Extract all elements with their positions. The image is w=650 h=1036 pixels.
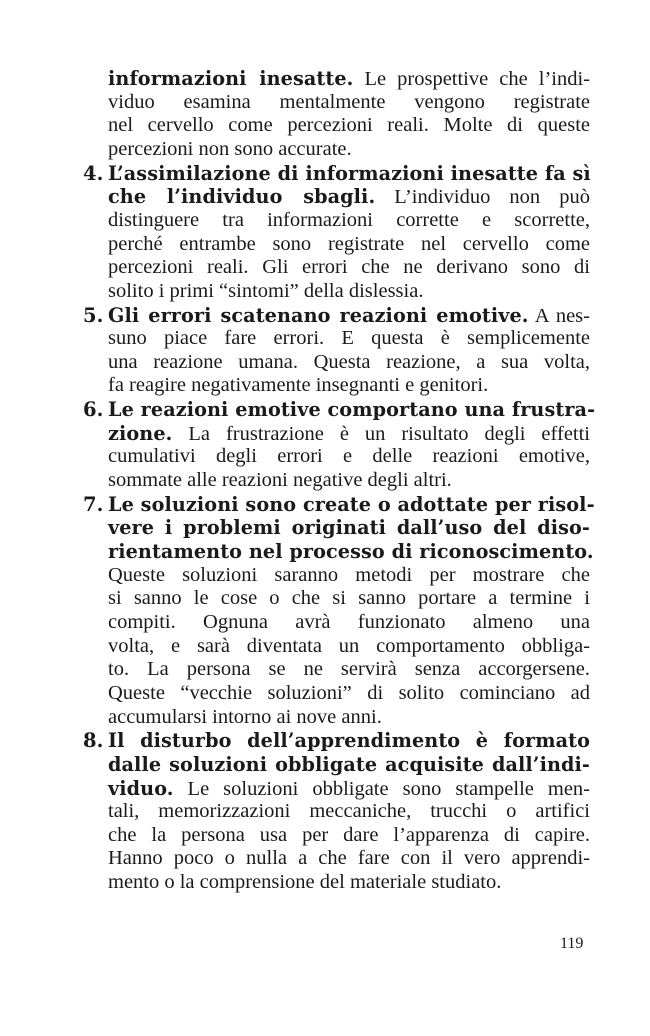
body-text: Queste “vecchie soluzioni” di solito cominciano ad [108, 681, 590, 704]
body-text: to. La persona se ne servirà senza accorgersene. [108, 658, 590, 681]
text-line [108, 492, 595, 517]
text-line [108, 611, 590, 635]
body-text: viduo esamina mentalmente vengono registrate [108, 90, 590, 113]
body-text: sommate alle reazioni negative degli altri. [108, 469, 452, 492]
body-text: suno piace fare errori. E questa è semplicemente [108, 327, 590, 350]
text-line [108, 824, 590, 848]
body-text: si sanno le cose o che si sanno portare a termine i [108, 587, 590, 610]
text-line [108, 91, 590, 115]
text-line [108, 564, 590, 588]
text-line [108, 540, 594, 564]
text-line [108, 800, 590, 824]
body-text: cumulativi degli errori e delle reazioni emotive, [108, 445, 590, 468]
bold-heading-text: Le reazioni emotive comportano una frustra- [108, 398, 596, 422]
text-line [108, 67, 590, 91]
bold-heading-text: L’assimilazione di informazioni inesatte fa sì [108, 161, 591, 185]
body-text: Le soluzioni obbligate sono stampelle men- [173, 777, 590, 800]
text-line [108, 233, 590, 257]
body-text: accumularsi intorno ai nove anni. [108, 705, 382, 728]
text-line [108, 138, 590, 162]
body-text: L’individuo non può [375, 186, 590, 209]
text-line [108, 516, 590, 540]
bold-heading-text: zione. [108, 421, 173, 445]
list-item-number: 6. [83, 398, 104, 422]
text-line [108, 658, 590, 682]
body-text: che la persona usa per dare l’apparenza di capire. [108, 823, 590, 846]
list-item-number: 7. [83, 492, 104, 516]
text-line [108, 753, 590, 777]
bold-heading-text: rientamento nel processo di riconoscimento. [108, 540, 594, 563]
page-number: 119 [560, 935, 584, 952]
text-line [108, 398, 596, 422]
text-line [108, 777, 590, 801]
text-line [108, 351, 590, 375]
text-line [108, 587, 590, 611]
bold-heading-text: vere i problemi originati dall’uso del diso- [108, 516, 590, 540]
text-line [108, 304, 590, 328]
bold-heading-text: informazioni inesatte. [108, 67, 354, 90]
text-line [108, 847, 590, 871]
text-line [108, 327, 590, 351]
body-text: una reazione umana. Questa reazione, a sua volta, [108, 350, 590, 373]
bold-heading-text: Il disturbo dell’apprendimento è formato [108, 729, 590, 753]
body-text: Queste soluzioni saranno metodi per mostrare che [108, 563, 590, 586]
body-text: percezioni reali. Gli errori che ne derivano sono di [108, 256, 590, 279]
bold-heading-text: che l’individuo sbagli. [108, 185, 376, 209]
text-line [108, 374, 590, 398]
body-text: fa reagire negativamente insegnanti e genitori. [108, 374, 489, 397]
text-line [108, 280, 590, 304]
text-line [108, 256, 590, 280]
bold-heading-text: Le soluzioni sono create o adottate per risol- [108, 492, 595, 516]
body-text: perché entrambe sono registrate nel cervello come [108, 232, 590, 255]
list-item-number: 5. [83, 303, 104, 327]
text-line [108, 445, 590, 469]
text-line [108, 682, 590, 706]
body-text: solito i primi “sintomi” della dislessia. [108, 279, 424, 302]
body-text: volta, e sarà diventata un comportamento obbliga- [108, 634, 590, 657]
body-text: mento o la comprensione del materiale studiato. [108, 871, 502, 894]
body-text: La frustrazione è un risultato degli effetti [172, 422, 590, 445]
bold-heading-text: Gli errori scatenano reazioni emotive. [108, 303, 529, 327]
text-line [108, 871, 590, 895]
text-line [108, 635, 590, 659]
text-line [108, 469, 590, 493]
text-line [108, 729, 590, 753]
body-text: distinguere tra informazioni corrette e scorrette, [108, 208, 590, 231]
body-text: nel cervello come percezioni reali. Molte di queste [108, 114, 590, 137]
text-line [108, 162, 590, 186]
body-text: Hanno poco o nulla a che fare con il vero apprendi- [108, 847, 590, 870]
list-item-number: 4. [83, 161, 104, 185]
body-text: Le prospettive che l’indi- [353, 68, 590, 90]
body-text: A nes- [528, 304, 590, 327]
text-line [108, 209, 590, 233]
text-line [108, 114, 590, 138]
body-text: tali, memorizzazioni meccaniche, trucchi o artifici [108, 800, 590, 823]
list-item-number: 8. [83, 729, 104, 753]
text-line [108, 706, 590, 730]
body-text: percezioni non sono accurate. [108, 137, 352, 160]
body-text: compiti. Ognuna avrà funzionato almeno una [108, 610, 590, 633]
bold-heading-text: viduo. [108, 776, 174, 800]
text-line [108, 422, 590, 446]
text-line [108, 185, 590, 209]
bold-heading-text: dalle soluzioni obbligate acquisite dall’indi- [108, 752, 590, 776]
